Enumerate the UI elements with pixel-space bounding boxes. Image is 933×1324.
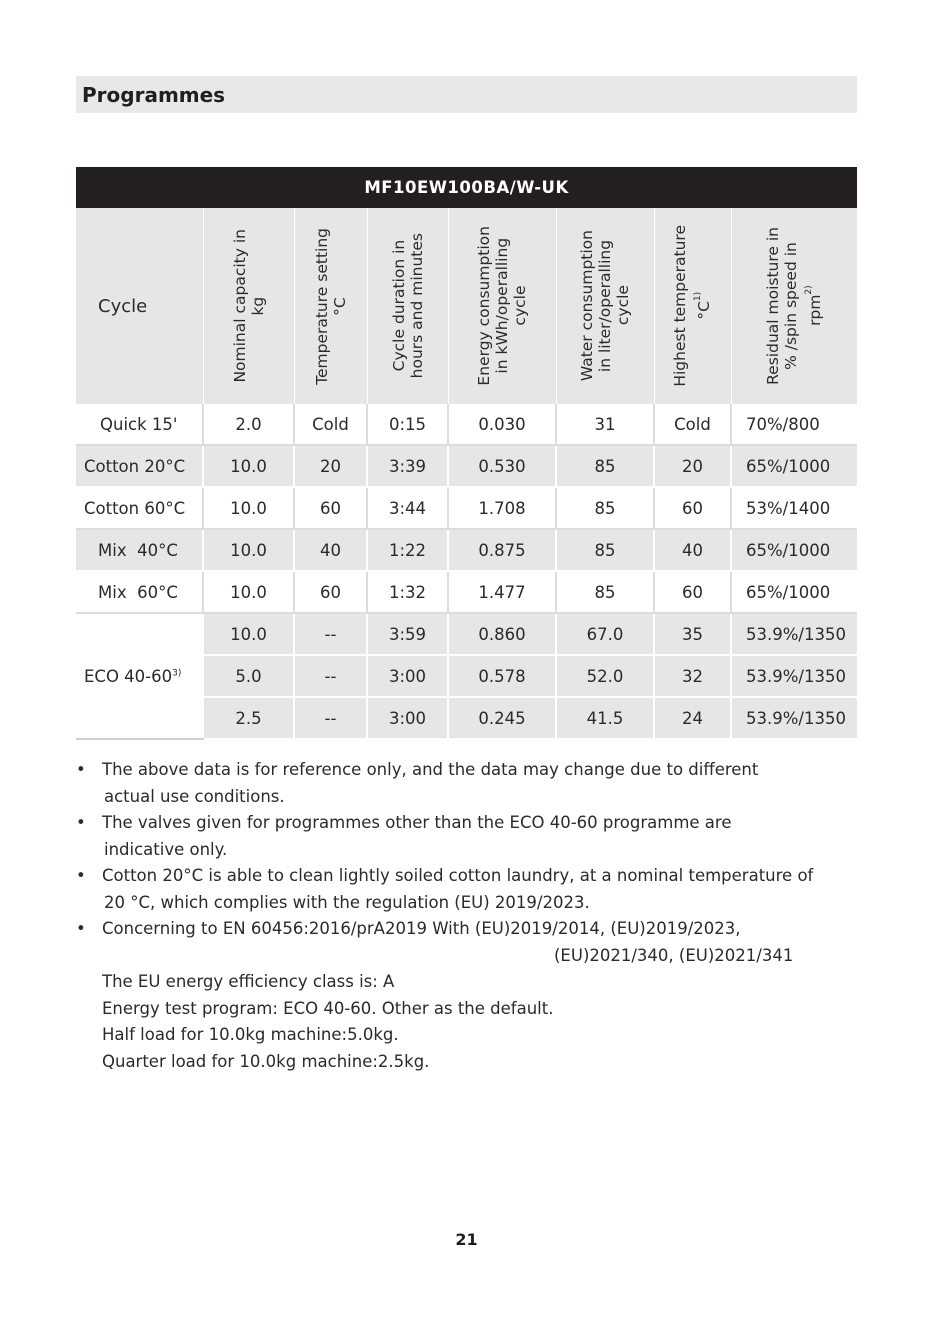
- cell-moisture: 70%/800: [731, 404, 857, 445]
- eco-cycle-name: ECO 40-60$^{3)}$: [76, 613, 203, 739]
- cell-water: 52.0: [556, 655, 654, 697]
- header-capacity: Nominal capacity in kg: [203, 208, 294, 404]
- header-energy: Energy consumption in kWh/operalling cycle: [448, 208, 556, 404]
- cell-highest-temp: 40: [654, 529, 731, 571]
- cell-capacity: 10.0: [203, 487, 294, 529]
- cell-water: 85: [556, 571, 654, 613]
- notes: [76, 757, 876, 1075]
- test-program-line: Energy test program: ECO 40-60. Other as the default.: [102, 998, 554, 1018]
- bullet-icon: •: [76, 866, 86, 885]
- table-row: [76, 571, 857, 613]
- quarter-load-line: Quarter load for 10.0kg machine:2.5kg.: [102, 1051, 430, 1071]
- cell-water: 41.5: [556, 697, 654, 739]
- energy-class-line: The EU energy efficiency class is: A: [102, 972, 395, 991]
- table-row: [76, 404, 857, 445]
- cell-temperature: Cold: [294, 404, 367, 445]
- cell-moisture: 65%/1000: [731, 529, 857, 571]
- cell-capacity: 10.0: [203, 571, 294, 613]
- bullet-icon: •: [76, 760, 86, 779]
- bullet-icon: •: [76, 813, 86, 832]
- cell-capacity: 10.0: [203, 613, 294, 655]
- cell-highest-temp: 60: [654, 571, 731, 613]
- cell-capacity: 10.0: [203, 445, 294, 487]
- cycle-name: Mix 40°C: [76, 529, 203, 571]
- header-moisture: Residual moisture in % /spin speed in rpm$^{2)}$: [731, 208, 857, 404]
- cell-energy: 0.860: [448, 613, 556, 655]
- cycle-name: Cotton 20°C: [76, 445, 203, 487]
- section-title: Programmes: [82, 82, 226, 107]
- cell-energy: 0.245: [448, 697, 556, 739]
- cell-moisture: 53%/1400: [731, 487, 857, 529]
- cell-water: 85: [556, 529, 654, 571]
- model-number: MF10EW100BA/W-UK: [76, 167, 857, 208]
- header-duration: Cycle duration in hours and minutes: [367, 208, 448, 404]
- cell-moisture: 53.9%/1350: [731, 655, 857, 697]
- cell-highest-temp: 35: [654, 613, 731, 655]
- note-item: • The valves given for programmes other than the ECO 40-60 programme are indicative only.: [76, 810, 876, 863]
- cell-water: 85: [556, 445, 654, 487]
- cell-capacity: 10.0: [203, 529, 294, 571]
- cell-duration: 3:39: [367, 445, 448, 487]
- bullet-icon: •: [76, 919, 86, 938]
- cell-temperature: 60: [294, 571, 367, 613]
- cell-temperature: --: [294, 697, 367, 739]
- cell-duration: 0:15: [367, 404, 448, 445]
- cell-highest-temp: 32: [654, 655, 731, 697]
- cell-moisture: 65%/1000: [731, 571, 857, 613]
- cycle-name: Mix 60°C: [76, 571, 203, 613]
- cell-moisture: 53.9%/1350: [731, 613, 857, 655]
- cell-capacity: 2.0: [203, 404, 294, 445]
- header-cycle: Cycle: [76, 208, 203, 404]
- cell-temperature: --: [294, 655, 367, 697]
- cycle-name: Cotton 60°C: [76, 487, 203, 529]
- header-water: Water consumption in liter/operalling cycle: [556, 208, 654, 404]
- cell-duration: 3:00: [367, 655, 448, 697]
- cell-duration: 1:22: [367, 529, 448, 571]
- note-item: • Concerning to EN 60456:2016/prA2019 With (EU)2019/2014, (EU)2019/2023, (EU)2021/340, (EU)2021/341: [76, 916, 876, 969]
- cell-water: 85: [556, 487, 654, 529]
- table-row: [76, 445, 857, 487]
- cell-moisture: 53.9%/1350: [731, 697, 857, 739]
- header-temperature: Temperature setting °C: [294, 208, 367, 404]
- cell-energy: 0.578: [448, 655, 556, 697]
- table-row: [76, 613, 857, 655]
- cell-temperature: 20: [294, 445, 367, 487]
- section-header: [76, 76, 857, 113]
- table-row: [76, 529, 857, 571]
- cell-temperature: --: [294, 613, 367, 655]
- cell-highest-temp: 20: [654, 445, 731, 487]
- note-item: • Cotton 20°C is able to clean lightly soiled cotton laundry, at a nominal temperature of 20 °C, which complies with the regulation (EU) 2019/2023.: [76, 863, 876, 916]
- cell-capacity: 5.0: [203, 655, 294, 697]
- cell-duration: 1:32: [367, 571, 448, 613]
- cell-capacity: 2.5: [203, 697, 294, 739]
- cell-energy: 0.030: [448, 404, 556, 445]
- cell-duration: 3:44: [367, 487, 448, 529]
- programmes-table: [76, 167, 857, 740]
- cell-highest-temp: 24: [654, 697, 731, 739]
- cell-highest-temp: Cold: [654, 404, 731, 445]
- half-load-line: Half load for 10.0kg machine:5.0kg.: [102, 1025, 399, 1044]
- cell-temperature: 60: [294, 487, 367, 529]
- cell-water: 31: [556, 404, 654, 445]
- page-number: 21: [455, 1230, 478, 1249]
- cell-energy: 0.530: [448, 445, 556, 487]
- table-row: [76, 487, 857, 529]
- header-highest-temp: Highest temperature $^\circ C^{1)}$: [654, 208, 731, 404]
- cell-temperature: 40: [294, 529, 367, 571]
- cell-water: 67.0: [556, 613, 654, 655]
- cell-highest-temp: 60: [654, 487, 731, 529]
- cell-moisture: 65%/1000: [731, 445, 857, 487]
- cycle-name: Quick 15': [76, 404, 203, 445]
- cell-duration: 3:59: [367, 613, 448, 655]
- cell-energy: 1.477: [448, 571, 556, 613]
- note-item: • The above data is for reference only, and the data may change due to different actual use conditions.: [76, 757, 876, 810]
- cell-energy: 1.708: [448, 487, 556, 529]
- cell-energy: 0.875: [448, 529, 556, 571]
- cell-duration: 3:00: [367, 697, 448, 739]
